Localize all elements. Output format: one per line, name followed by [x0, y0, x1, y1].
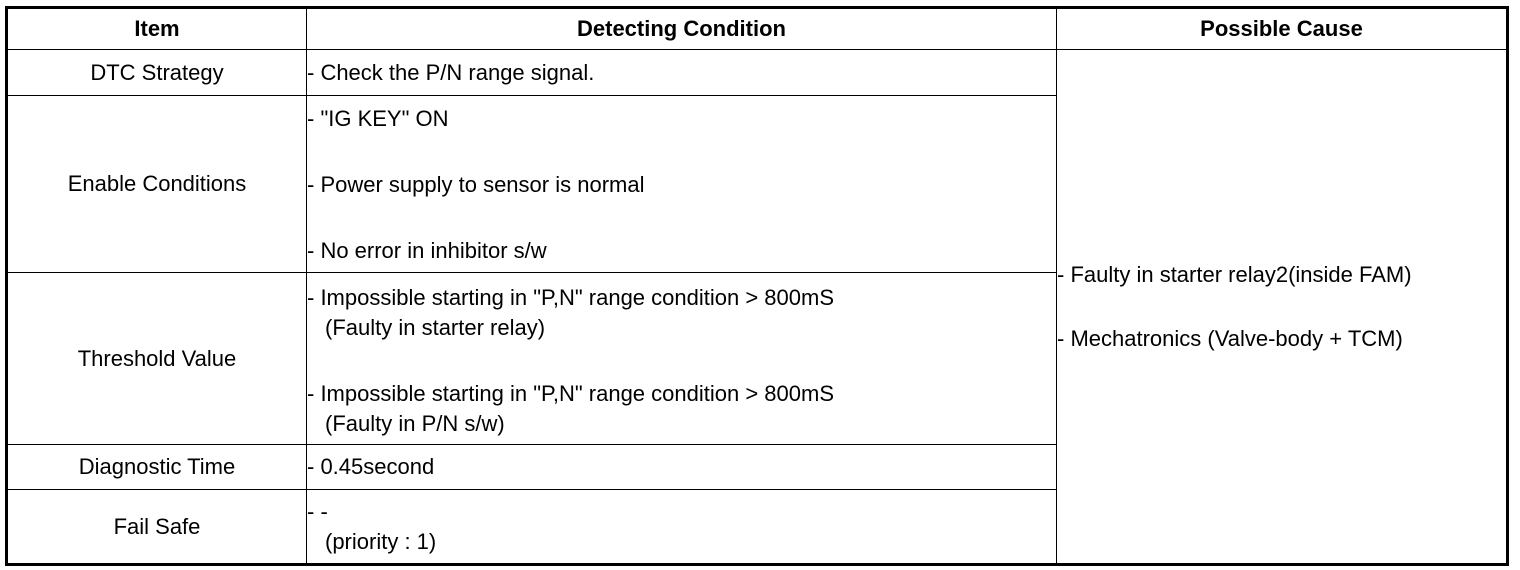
- item-dtc-strategy: DTC Strategy: [7, 50, 307, 96]
- condition-line: - Power supply to sensor is normal: [307, 172, 645, 197]
- header-item: Item: [7, 8, 307, 50]
- possible-cause-cell: [1057, 50, 1508, 565]
- header-row: [7, 8, 1508, 50]
- possible-cause-1: - Faulty in starter relay2(inside FAM): [1057, 261, 1412, 287]
- item-threshold-value: Threshold Value: [7, 273, 307, 445]
- header-detecting-condition: Detecting Condition: [307, 8, 1057, 50]
- condition-line: - Impossible starting in "P,N" range condition > 800mS: [307, 381, 834, 406]
- condition-diagnostic-time: [307, 445, 1057, 490]
- dtc-table: [5, 6, 1509, 566]
- condition-line: - -: [307, 498, 328, 524]
- condition-dtc-strategy: [307, 50, 1057, 96]
- condition-line: - 0.45second: [307, 454, 435, 479]
- item-diagnostic-time: Diagnostic Time: [7, 445, 307, 490]
- condition-subline: (priority : 1): [325, 528, 437, 554]
- header-possible-cause: Possible Cause: [1057, 8, 1508, 50]
- condition-line: - Impossible starting in "P,N" range condition > 800mS: [307, 285, 834, 310]
- table-row-dtc-strategy: [7, 50, 1508, 96]
- item-enable-conditions: Enable Conditions: [7, 96, 307, 273]
- condition-line: - No error in inhibitor s/w: [307, 238, 547, 263]
- condition-line: - "IG KEY" ON: [307, 106, 449, 131]
- item-fail-safe: Fail Safe: [7, 490, 307, 565]
- condition-enable-conditions: [307, 96, 1057, 273]
- condition-subline: (Faulty in P/N s/w): [325, 411, 505, 436]
- condition-subline: (Faulty in starter relay): [325, 315, 546, 340]
- condition-fail-safe: [307, 490, 1057, 565]
- condition-threshold-value: [307, 273, 1057, 445]
- possible-cause-2: - Mechatronics (Valve-body + TCM): [1057, 325, 1403, 351]
- condition-line: - Check the P/N range signal.: [307, 59, 595, 85]
